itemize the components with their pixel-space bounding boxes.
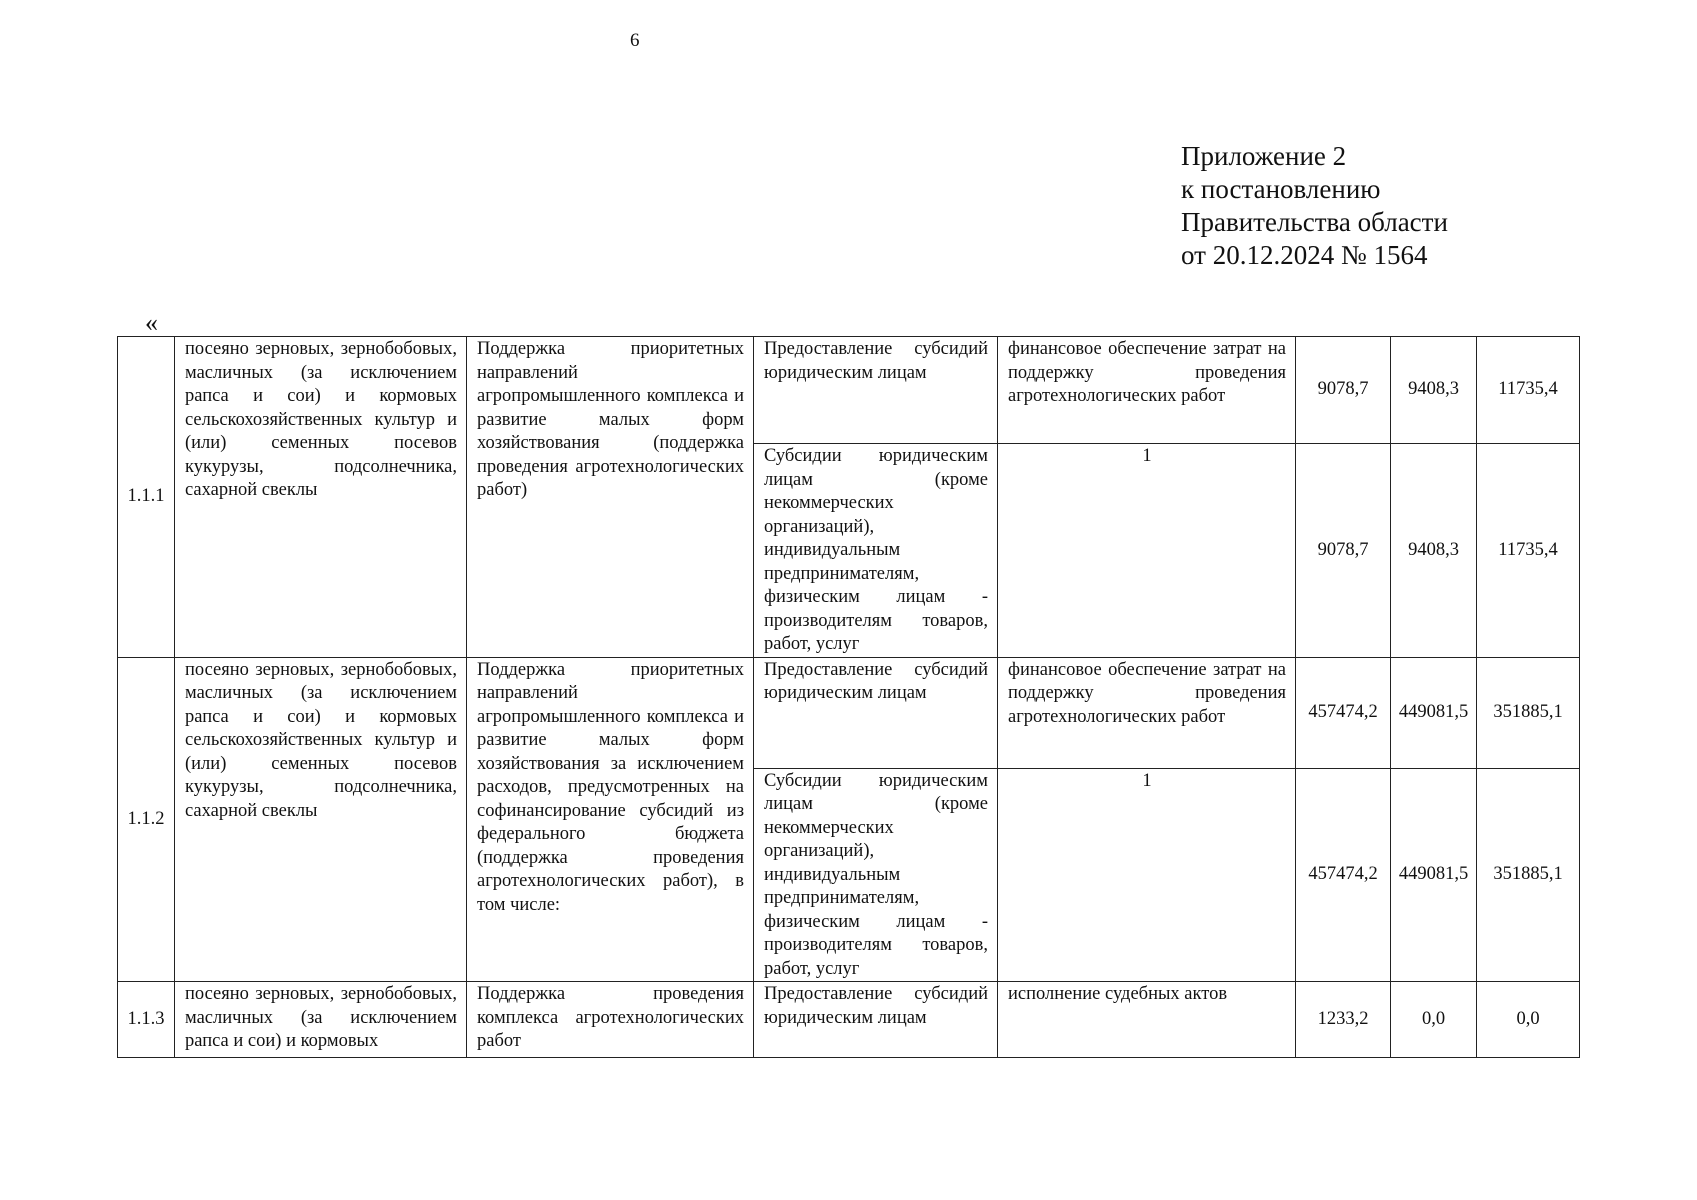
purpose-cell: финансовое обеспечение затрат на поддержку проведения агротехнологических работ [998, 657, 1296, 768]
event-cell: Поддержка проведения комплекса агротехнологических работ [467, 982, 754, 1058]
result-cell: посеяно зерновых, зернобобовых, масличных (за исключением рапса и сои) и кормовых [175, 982, 467, 1058]
value-year-1: 9078,7 [1296, 337, 1391, 444]
value-year-3: 11735,4 [1477, 337, 1580, 444]
value-year-1: 1233,2 [1296, 982, 1391, 1058]
opening-quote-mark: « [145, 308, 158, 337]
value-year-1: 9078,7 [1296, 444, 1391, 658]
purpose-cell: финансовое обеспечение затрат на поддержку проведения агротехнологических работ [998, 337, 1296, 444]
subsidy-type-cell: Субсидии юридическим лицам (кроме некоммерческих организаций), индивидуальным предпринимателям, физическим лицам - производителям товаров, работ, услуг [754, 444, 998, 658]
value-year-2: 0,0 [1391, 982, 1477, 1058]
value-year-1: 457474,2 [1296, 657, 1391, 768]
event-cell: Поддержка приоритетных направлений агропромышленного комплекса и развитие малых форм хозяйствования за исключением расходов, предусмотренных на софинансирование субсидий из федерального бюджета (поддержка проведения агротехнологических работ), в том числе: [467, 657, 754, 982]
purpose-cell: 1 [998, 768, 1296, 982]
value-year-2: 9408,3 [1391, 337, 1477, 444]
table-row [118, 337, 1580, 444]
appendix-line-4: от 20.12.2024 № 1564 [1181, 240, 1428, 270]
value-year-3: 351885,1 [1477, 768, 1580, 982]
row-code: 1.1.1 [118, 337, 175, 658]
purpose-cell: исполнение судебных актов [998, 982, 1296, 1058]
row-code: 1.1.3 [118, 982, 175, 1058]
value-year-1: 457474,2 [1296, 768, 1391, 982]
result-cell: посеяно зерновых, зернобобовых, масличных (за исключением рапса и сои) и кормовых сельскохозяйственных культур и (или) семенных посевов кукурузы, подсолнечника, сахарной свеклы [175, 657, 467, 982]
table-row [118, 982, 1580, 1058]
appendix-line-1: Приложение 2 [1181, 141, 1347, 171]
row-code: 1.1.2 [118, 657, 175, 982]
subsidy-type-cell: Предоставление субсидий юридическим лицам [754, 982, 998, 1058]
event-cell: Поддержка приоритетных направлений агропромышленного комплекса и развитие малых форм хозяйствования (поддержка проведения агротехнологических работ) [467, 337, 754, 658]
purpose-cell: 1 [998, 444, 1296, 658]
result-cell: посеяно зерновых, зернобобовых, масличных (за исключением рапса и сои) и кормовых сельскохозяйственных культур и (или) семенных посевов кукурузы, подсолнечника, сахарной свеклы [175, 337, 467, 658]
value-year-2: 449081,5 [1391, 657, 1477, 768]
value-year-3: 351885,1 [1477, 657, 1580, 768]
subsidy-type-cell: Предоставление субсидий юридическим лицам [754, 337, 998, 444]
subsidy-type-cell: Предоставление субсидий юридическим лицам [754, 657, 998, 768]
value-year-3: 11735,4 [1477, 444, 1580, 658]
appendix-line-2: к постановлению [1181, 174, 1381, 204]
table-row [118, 657, 1580, 768]
value-year-3: 0,0 [1477, 982, 1580, 1058]
page-number: 6 [630, 30, 640, 51]
budget-table [117, 336, 1580, 1058]
appendix-line-3: Правительства области [1181, 207, 1448, 237]
appendix-heading [1181, 140, 1448, 272]
value-year-2: 9408,3 [1391, 444, 1477, 658]
subsidy-type-cell: Субсидии юридическим лицам (кроме некоммерческих организаций), индивидуальным предпринимателям, физическим лицам - производителям товаров, работ, услуг [754, 768, 998, 982]
value-year-2: 449081,5 [1391, 768, 1477, 982]
